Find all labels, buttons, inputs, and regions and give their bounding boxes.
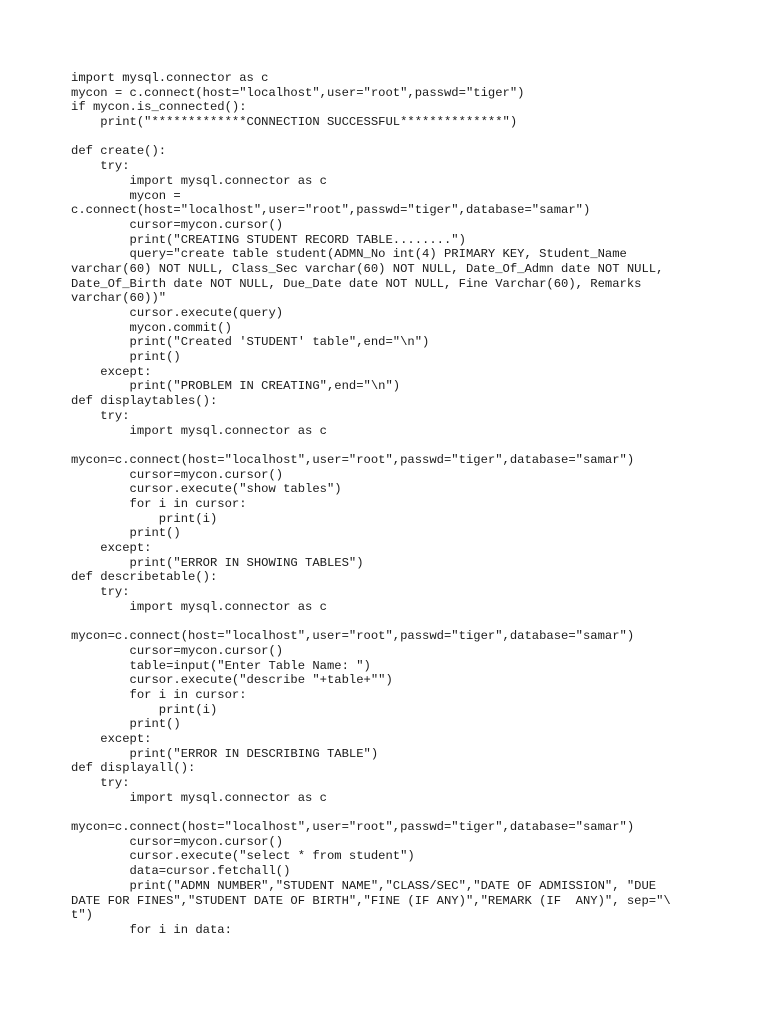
- code-line: [71, 130, 711, 145]
- code-line: try:: [71, 585, 130, 600]
- code-line: [71, 614, 711, 629]
- code-line: for i in data:: [71, 922, 232, 937]
- code-line: varchar(60))": [71, 291, 167, 306]
- code-line: try:: [71, 776, 130, 790]
- code-line: def displayall():: [71, 761, 196, 776]
- code-line: print("PROBLEM IN CREATING",end="\n"): [71, 379, 401, 394]
- code-line: print("ERROR IN DESCRIBING TABLE"): [71, 746, 379, 761]
- code-line: [71, 805, 711, 820]
- code-line: except:: [71, 731, 152, 746]
- code-line: def create():: [71, 144, 167, 159]
- code-line: print(): [71, 717, 181, 732]
- code-line: print("ERROR IN SHOWING TABLES"): [71, 555, 364, 570]
- code-line: [71, 438, 711, 453]
- code-line: for i in cursor:: [71, 687, 247, 702]
- code-line: try:: [71, 408, 130, 423]
- code-line: import mysql.connector as c: [71, 423, 327, 438]
- code-line: mycon=c.connect(host="localhost",user="root",passwd="tiger",database="samar"): [71, 629, 635, 644]
- code-line: data=cursor.fetchall(): [71, 864, 291, 879]
- code-line: print(): [71, 526, 181, 541]
- code-line: cursor.execute("select * from student"): [71, 849, 415, 864]
- code-line: import mysql.connector as c: [71, 173, 327, 188]
- code-line: cursor=mycon.cursor(): [71, 217, 284, 232]
- code-listing: [71, 71, 711, 938]
- code-line: except:: [71, 364, 152, 379]
- code-line: print("*************CONNECTION SUCCESSFUL**************"): [71, 115, 518, 130]
- code-line: cursor=mycon.cursor(): [71, 467, 284, 482]
- code-line: Date_Of_Birth date NOT NULL, Due_Date date NOT NULL, Fine Varchar(60), Remarks: [71, 276, 642, 291]
- code-line: mycon =: [71, 188, 181, 203]
- code-line: try:: [71, 159, 130, 174]
- code-line: cursor.execute("describe "+table+""): [71, 673, 393, 688]
- code-line: mycon=c.connect(host="localhost",user="root",passwd="tiger",database="samar"): [71, 452, 635, 467]
- code-line: cursor.execute("show tables"): [71, 482, 342, 497]
- code-line: except:: [71, 541, 152, 555]
- code-line: print("CREATING STUDENT RECORD TABLE........"): [71, 232, 466, 247]
- code-line: table=input("Enter Table Name: "): [71, 658, 371, 673]
- code-line: cursor=mycon.cursor(): [71, 834, 284, 849]
- code-line: print("Created 'STUDENT' table",end="\n"): [71, 335, 430, 350]
- code-line: def displaytables():: [71, 394, 218, 409]
- code-line: def describetable():: [71, 570, 218, 585]
- code-line: t"): [71, 908, 93, 923]
- code-line: print(i): [71, 511, 218, 526]
- code-line: import mysql.connector as c: [71, 71, 269, 85]
- code-line: mycon.commit(): [71, 320, 232, 335]
- code-line: print(i): [71, 702, 218, 717]
- code-line: print("ADMN NUMBER","STUDENT NAME","CLASS/SEC","DATE OF ADMISSION", "DUE: [71, 878, 657, 893]
- code-line: cursor.execute(query): [71, 306, 284, 320]
- code-line: query="create table student(ADMN_No int(4) PRIMARY KEY, Student_Name: [71, 247, 627, 262]
- code-line: varchar(60) NOT NULL, Class_Sec varchar(60) NOT NULL, Date_Of_Admn date NOT NULL,: [71, 261, 664, 276]
- code-line: print(): [71, 350, 181, 365]
- code-line: mycon = c.connect(host="localhost",user="root",passwd="tiger"): [71, 85, 525, 100]
- code-line: c.connect(host="localhost",user="root",passwd="tiger",database="samar"): [71, 203, 591, 218]
- code-line: cursor=mycon.cursor(): [71, 643, 284, 658]
- code-line: mycon=c.connect(host="localhost",user="root",passwd="tiger",database="samar"): [71, 820, 635, 835]
- code-line: for i in cursor:: [71, 496, 247, 511]
- code-line: if mycon.is_connected():: [71, 100, 247, 115]
- code-line: import mysql.connector as c: [71, 790, 327, 805]
- code-line: DATE FOR FINES","STUDENT DATE OF BIRTH","FINE (IF ANY)","REMARK (IF ANY)", sep="\: [71, 893, 671, 908]
- code-line: import mysql.connector as c: [71, 599, 327, 614]
